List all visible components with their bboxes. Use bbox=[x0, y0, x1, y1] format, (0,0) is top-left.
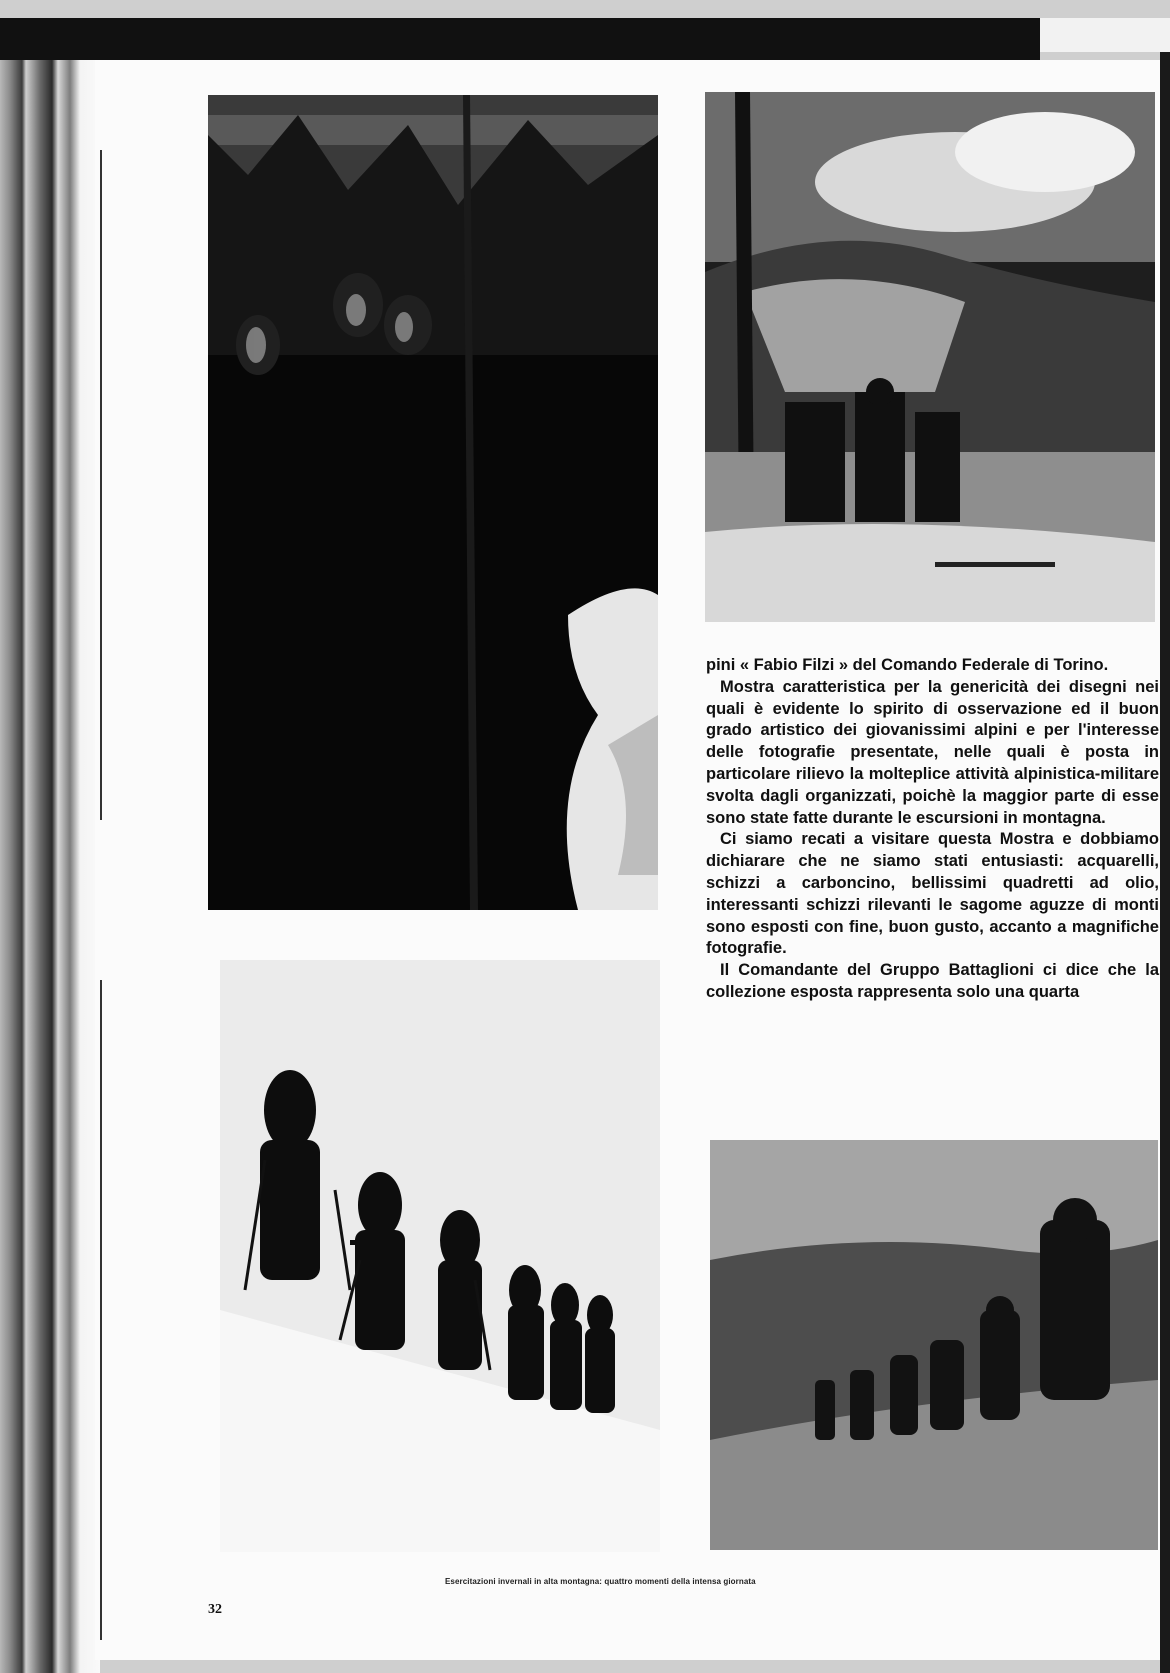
photo-caption: Esercitazioni invernali in alta montagna: quattro momenti della intensa giornata bbox=[445, 1577, 756, 1586]
photo-alpini-in-forest bbox=[208, 95, 658, 910]
scan-top-shadow bbox=[0, 18, 1040, 60]
margin-rule-lower bbox=[100, 980, 102, 1640]
photo-mountain-camp bbox=[705, 92, 1155, 622]
scan-right-edge bbox=[1160, 52, 1170, 1673]
photo-column-on-ridge bbox=[710, 1140, 1158, 1550]
page-number: 32 bbox=[208, 1602, 222, 1617]
book-spine bbox=[0, 60, 100, 1673]
article-text bbox=[706, 655, 1159, 1004]
article-paragraph: Ci siamo recati a visitare questa Mostra e dobbiamo dichiarare che ne siamo stati entusiasti: acquarelli, schizzi a carboncino, bellissimi quadretti ad olio, interessanti schizzi rilevanti le sagome aguzze di monti sono esposti con fine, buon gusto, accanto a magnifiche fotografie. bbox=[706, 830, 1159, 958]
margin-rule-upper bbox=[100, 150, 102, 820]
article-paragraph: Il Comandante del Gruppo Battaglioni ci dice che la collezione esposta rappresenta solo una quarta bbox=[706, 961, 1159, 1001]
article-paragraph: pini « Fabio Filzi » del Comando Federale di Torino. bbox=[706, 656, 1109, 674]
photo-skiers-ascending bbox=[220, 960, 660, 1552]
article-paragraph: Mostra caratteristica per la genericità dei disegni nei quali è evidente lo spirito di osservazione ed il buon grado artistico dei giovanissimi alpini e per l'interesse delle fotografie presentate, nelle quali è posta in particolare rilievo la molteplice attività alpinistica-militare svolta dagli organizzati, poichè la maggior parte di esse sono state fatte durante le escursioni in montagna. bbox=[706, 677, 1159, 827]
scan-top-right-strip bbox=[1040, 18, 1170, 52]
